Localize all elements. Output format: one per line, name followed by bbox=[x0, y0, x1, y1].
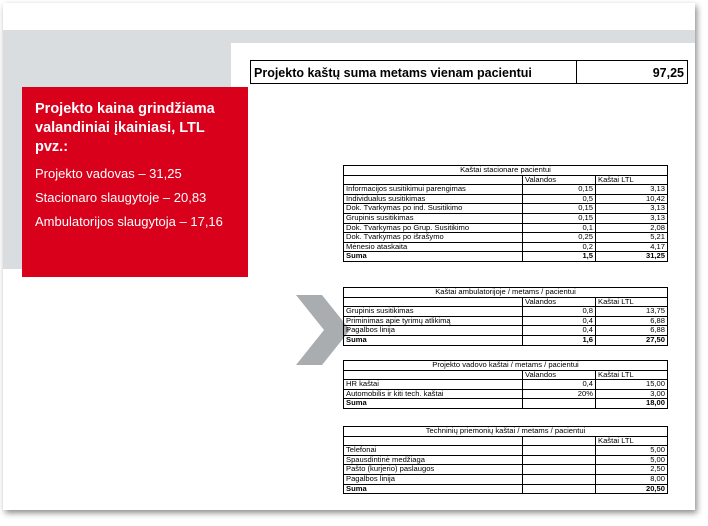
row-cost: 3,00 bbox=[596, 389, 668, 399]
chevron-right-icon bbox=[296, 295, 350, 365]
row-hours bbox=[523, 446, 596, 456]
table-row bbox=[344, 389, 668, 399]
row-label: Pagalbos linija bbox=[344, 474, 523, 484]
row-cost: 2,50 bbox=[596, 465, 668, 475]
column-header: Kaštai LTL bbox=[596, 297, 668, 307]
table-title: Kaštai stacionare pacientui bbox=[344, 166, 668, 176]
table-row bbox=[344, 213, 668, 223]
row-label: Individualus susitikimas bbox=[344, 194, 523, 204]
column-header: Valandos bbox=[523, 370, 596, 380]
column-header: Valandos bbox=[523, 297, 596, 307]
total-label: Suma bbox=[344, 484, 523, 494]
total-cost: 20,50 bbox=[596, 484, 668, 494]
row-cost: 6,88 bbox=[596, 326, 668, 336]
row-hours: 0,8 bbox=[523, 307, 596, 317]
row-cost: 6,88 bbox=[596, 316, 668, 326]
summary-label: Projekto kaštų suma metams vienam pacientui bbox=[254, 66, 532, 80]
column-header: Valandos bbox=[523, 175, 596, 185]
row-cost: 8,00 bbox=[596, 474, 668, 484]
row-cost: 3,13 bbox=[596, 185, 668, 195]
row-hours bbox=[523, 455, 596, 465]
table-header-row bbox=[344, 436, 668, 446]
total-label: Suma bbox=[344, 399, 523, 409]
table-row bbox=[344, 380, 668, 390]
rate-line: Projekto vadovas – 31,25 bbox=[35, 166, 182, 181]
table-row bbox=[344, 307, 668, 317]
column-header: Kaštai LTL bbox=[596, 175, 668, 185]
total-label: Suma bbox=[344, 252, 523, 262]
table-row bbox=[344, 474, 668, 484]
row-label: Informacijos susitikimui parengimas bbox=[344, 185, 523, 195]
table-title: Projekto vadovo kaštai / metams / pacientui bbox=[344, 361, 668, 371]
table-title-row bbox=[344, 361, 668, 371]
table-title: Kaštai ambulatorijoje / metams / pacientui bbox=[344, 288, 668, 298]
table-total-row bbox=[344, 484, 668, 494]
row-hours: 0,4 bbox=[523, 316, 596, 326]
row-cost: 5,00 bbox=[596, 455, 668, 465]
total-cost: 18,00 bbox=[596, 399, 668, 409]
row-hours: 0,15 bbox=[523, 213, 596, 223]
row-cost: 4,17 bbox=[596, 242, 668, 252]
row-hours: 0,25 bbox=[523, 233, 596, 243]
table-header-row bbox=[344, 370, 668, 380]
table-total-row bbox=[344, 399, 668, 409]
table-total-row bbox=[344, 335, 668, 345]
row-label: Spausdintinė medžiaga bbox=[344, 455, 523, 465]
table-row bbox=[344, 233, 668, 243]
manager-cost-table bbox=[343, 360, 668, 409]
row-hours: 0,4 bbox=[523, 380, 596, 390]
row-cost: 3,13 bbox=[596, 204, 668, 214]
table-row bbox=[344, 185, 668, 195]
row-label: Dok. Tvarkymas po ind. Susitikimo bbox=[344, 204, 523, 214]
row-label: Dok. Tvarkymas po Grup. Susitikimo bbox=[344, 223, 523, 233]
row-hours: 0,5 bbox=[523, 194, 596, 204]
row-cost: 2,08 bbox=[596, 223, 668, 233]
row-label: HR kaštai bbox=[344, 380, 523, 390]
row-label: Pašto (kurjerio) paslaugos bbox=[344, 465, 523, 475]
row-hours bbox=[523, 465, 596, 475]
row-hours: 0,15 bbox=[523, 204, 596, 214]
column-header: Kaštai LTL bbox=[596, 370, 668, 380]
row-hours: 20% bbox=[523, 389, 596, 399]
row-hours: 0,4 bbox=[523, 326, 596, 336]
row-label: Priminimas apie tyrimų atlikimą bbox=[344, 316, 523, 326]
row-label: Pagalbos linija bbox=[344, 326, 523, 336]
table-title-row bbox=[344, 288, 668, 298]
annual-cost-summary bbox=[250, 60, 688, 84]
total-cost: 31,25 bbox=[596, 252, 668, 262]
slide bbox=[3, 3, 695, 510]
row-cost: 5,00 bbox=[596, 446, 668, 456]
column-header: Kaštai LTL bbox=[596, 436, 668, 446]
outpatient-cost-table bbox=[343, 287, 668, 346]
row-cost: 5,21 bbox=[596, 233, 668, 243]
row-label: Dok. Tvarkymas po išrašymo bbox=[344, 233, 523, 243]
row-hours: 0,15 bbox=[523, 185, 596, 195]
row-label: Automobilis ir kiti tech. kaštai bbox=[344, 389, 523, 399]
total-cost: 27,50 bbox=[596, 335, 668, 345]
row-label: Mėnesio ataskaita bbox=[344, 242, 523, 252]
table-row bbox=[344, 326, 668, 336]
row-cost: 3,13 bbox=[596, 213, 668, 223]
table-total-row bbox=[344, 252, 668, 262]
table-row bbox=[344, 242, 668, 252]
row-cost: 15,00 bbox=[596, 380, 668, 390]
summary-value: 97,25 bbox=[652, 66, 684, 80]
inpatient-cost-table bbox=[343, 165, 668, 262]
pricing-title: Projekto kaina grindžiama valandiniai įkainiasi, LTL pvz.: bbox=[35, 101, 215, 155]
total-hours: 1,5 bbox=[523, 252, 596, 262]
column-header bbox=[523, 436, 596, 446]
pricing-info-box bbox=[22, 87, 248, 277]
table-title: Techninių priemonių kaštai / metams / pacientui bbox=[344, 427, 668, 437]
table-title-row bbox=[344, 166, 668, 176]
row-cost: 10,42 bbox=[596, 194, 668, 204]
table-title-row bbox=[344, 427, 668, 437]
total-label: Suma bbox=[344, 335, 523, 345]
rate-line: Ambulatorijos slaugytoja – 17,16 bbox=[35, 214, 223, 229]
rate-line: Stacionaro slaugytoje – 20,83 bbox=[35, 190, 207, 205]
divider bbox=[576, 61, 577, 83]
total-hours bbox=[523, 484, 596, 494]
row-label: Telefonai bbox=[344, 446, 523, 456]
row-hours: 0,1 bbox=[523, 223, 596, 233]
technical-cost-table bbox=[343, 426, 668, 494]
row-hours bbox=[523, 474, 596, 484]
row-hours: 0,2 bbox=[523, 242, 596, 252]
row-cost: 13,75 bbox=[596, 307, 668, 317]
row-label: Grupinis susitikimas bbox=[344, 213, 523, 223]
row-label: Grupinis susitikimas bbox=[344, 307, 523, 317]
total-hours: 1,6 bbox=[523, 335, 596, 345]
table-row bbox=[344, 446, 668, 456]
total-hours bbox=[523, 399, 596, 409]
